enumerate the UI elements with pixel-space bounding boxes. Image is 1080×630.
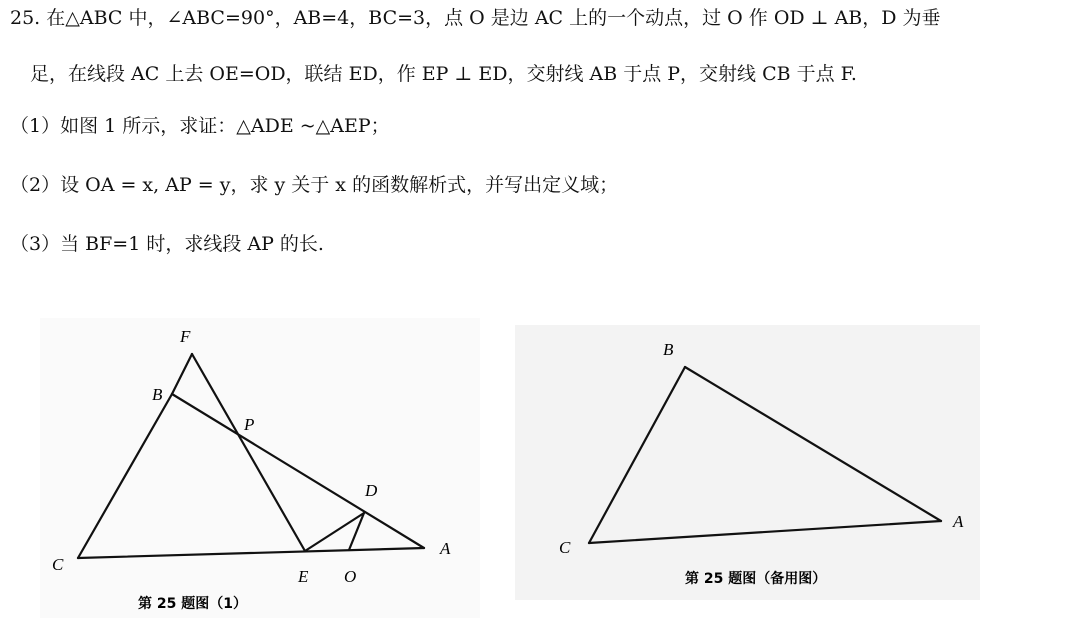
question-1: （1）如图 1 所示，求证：△ADE ~△AEP； [10,115,390,137]
problem-line-1: 25. 在△ABC 中，∠ABC=90°，AB=4，BC=3，点 O 是边 AC 上的一个动点，过 O 作 OD ⊥ AB，D 为垂 [10,7,941,29]
figure-2-caption: 第 25 题图（备用图） [685,571,827,587]
question-3: （3）当 BF=1 时，求线段 AP 的长. [10,233,324,255]
label-E: E [298,567,309,586]
segment-BC-2 [589,367,685,543]
figure-2-drawing [515,325,980,600]
label-P: P [244,415,255,434]
figure-1 [40,318,480,618]
label-C-2: C [559,538,571,557]
problem-line-2: 足，在线段 AC 上去 OE=OD，联结 ED，作 EP ⊥ ED，交射线 AB 于点 P，交射线 CB 于点 F. [30,63,857,85]
segment-BA [172,394,424,548]
label-B-2: B [663,340,674,359]
label-B: B [152,385,163,404]
segment-CA [78,548,424,558]
figure-1-caption: 第 25 题图（1） [138,596,247,612]
figure-2 [515,325,980,600]
question-2: （2）设 OA = x, AP = y，求 y 关于 x 的函数解析式，并写出定义域； [10,174,619,196]
label-A-2: A [953,512,964,531]
segment-CB [78,394,172,558]
segment-FE [192,354,305,551]
label-C: C [52,555,64,574]
label-A: A [440,539,451,558]
label-D: D [365,481,378,500]
segment-CA-2 [589,521,941,543]
segment-BA-2 [685,367,941,521]
figure-1-drawing [40,318,480,618]
label-F: F [180,327,191,346]
label-O: O [344,567,357,586]
segment-BF [172,354,192,394]
